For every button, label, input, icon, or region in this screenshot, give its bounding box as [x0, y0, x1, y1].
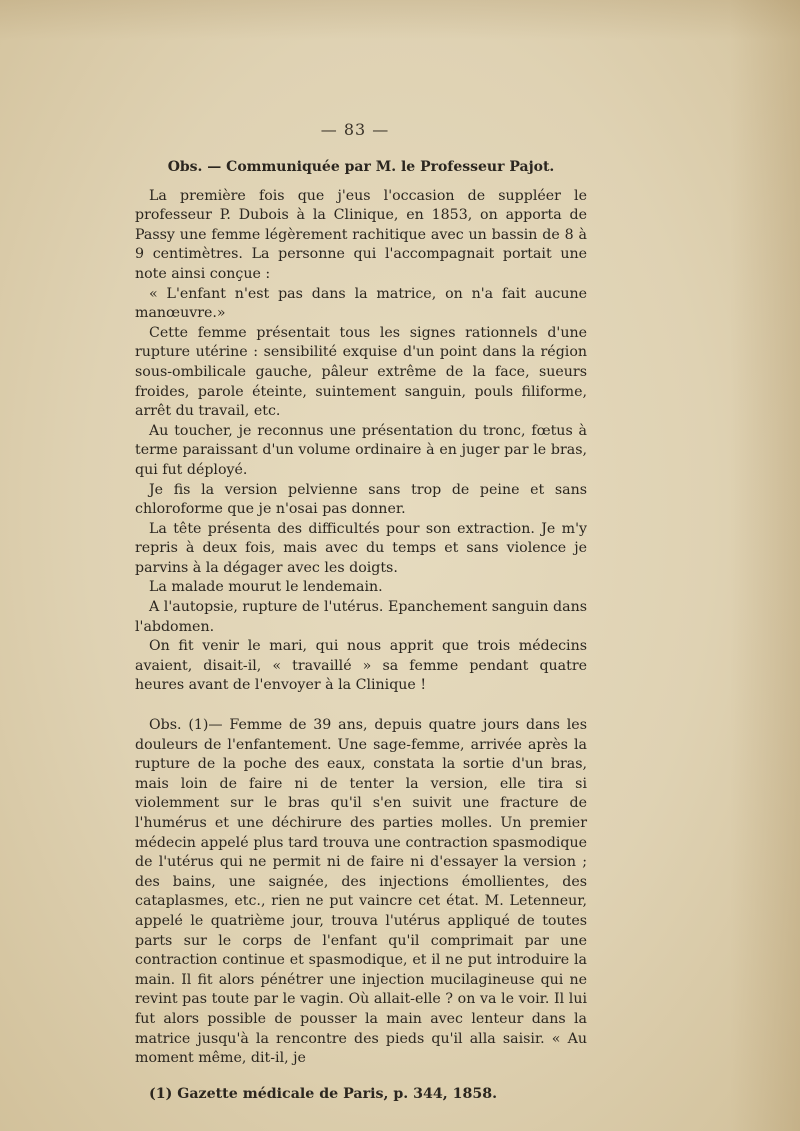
observation-paragraph: Obs. (1)— Femme de 39 ans, depuis quatre jours dans les douleurs de l'enfantement. Une sage-femme, arrivée après la rupture de la poche des eaux, constata la sortie d'un bras, mais loin de faire ni de tenter la version, elle tira si violemment sur le bras qu'il s'en suivit une fracture de l'humérus et une déchirure des parties molles. Un premier médecin appelé plus tard trouva une contraction spasmodique de l'utérus qui ne permit ni de faire ni d'essayer la version ; des bains, une saignée, des injections émollientes, des cataplasmes, etc., rien ne put vaincre cet état. M. Letenneur, appelé le quatrième jour, trouva l'utérus appliqué de toutes parts sur le corps de l'enfant qu'il comprimait par une contraction continue et spasmodique, et il ne put introduire la main. Il fit alors pénétrer une injection mucilagineuse qui ne revint pas toute par le vagin. Où allait-elle ? on va le voir. Il lui fut alors possible de pousser la main avec lenteur dans la matrice jusqu'à la rencontre des pieds qu'il alla saisir. « Au moment même, dit-il, je [135, 717, 587, 1067]
paragraph: « L'enfant n'est pas dans la matrice, on n'a fait aucune manœuvre.» [135, 285, 587, 322]
observation-title: Obs. — Communiquée par M. le Professeur Pajot. [167, 159, 555, 175]
section-spacer [135, 696, 587, 716]
body-text [135, 158, 587, 1104]
page-edge-shading-top [0, 0, 800, 40]
paragraph: On fit venir le mari, qui nous apprit que trois médecins avaient, disait-il, « travaillé » sa femme pendant quatre heures avant de l'envoyer à la Clinique ! [135, 638, 587, 694]
paragraph: La malade mourut le lendemain. [149, 579, 383, 596]
footnote: (1) Gazette médicale de Paris, p. 344, 1858. [149, 1085, 498, 1102]
paragraph: A l'autopsie, rupture de l'utérus. Epanchement sanguin dans l'abdomen. [135, 599, 587, 635]
paragraph: Cette femme présentait tous les signes rationnels d'une rupture utérine : sensibilité exquise d'un point dans la région sous-ombilicale gauche, pâleur extrême de la face, sueurs froides, parole éteinte, suintement sanguin, pouls filiforme, arrêt du travail, etc. [135, 324, 587, 420]
footnote-spacer [135, 1069, 587, 1085]
paragraph: La première fois que j'eus l'occasion de suppléer le professeur P. Dubois à la Clinique, en 1853, on apporta de Passy une femme légèrement rachitique avec un bassin de 8 à 9 centimètres. La personne qui l'accompagnait portait une note ainsi conçue : [135, 187, 587, 282]
paragraph: La tête présenta des difficultés pour son extraction. Je m'y repris à deux fois, mais avec du temps et sans violence je parvins à la dégager avec les doigts. [135, 520, 587, 576]
page-number: — 83 — [320, 120, 390, 139]
page-edge-shading-right [730, 0, 800, 1131]
paragraph: Je fis la version pelvienne sans trop de peine et sans chloroforme que je n'osai pas donner. [135, 481, 587, 518]
paragraph: Au toucher, je reconnus une présentation du tronc, fœtus à terme paraissant d'un volume ordinaire à en juger par le bras, qui fut déployé. [135, 422, 587, 478]
